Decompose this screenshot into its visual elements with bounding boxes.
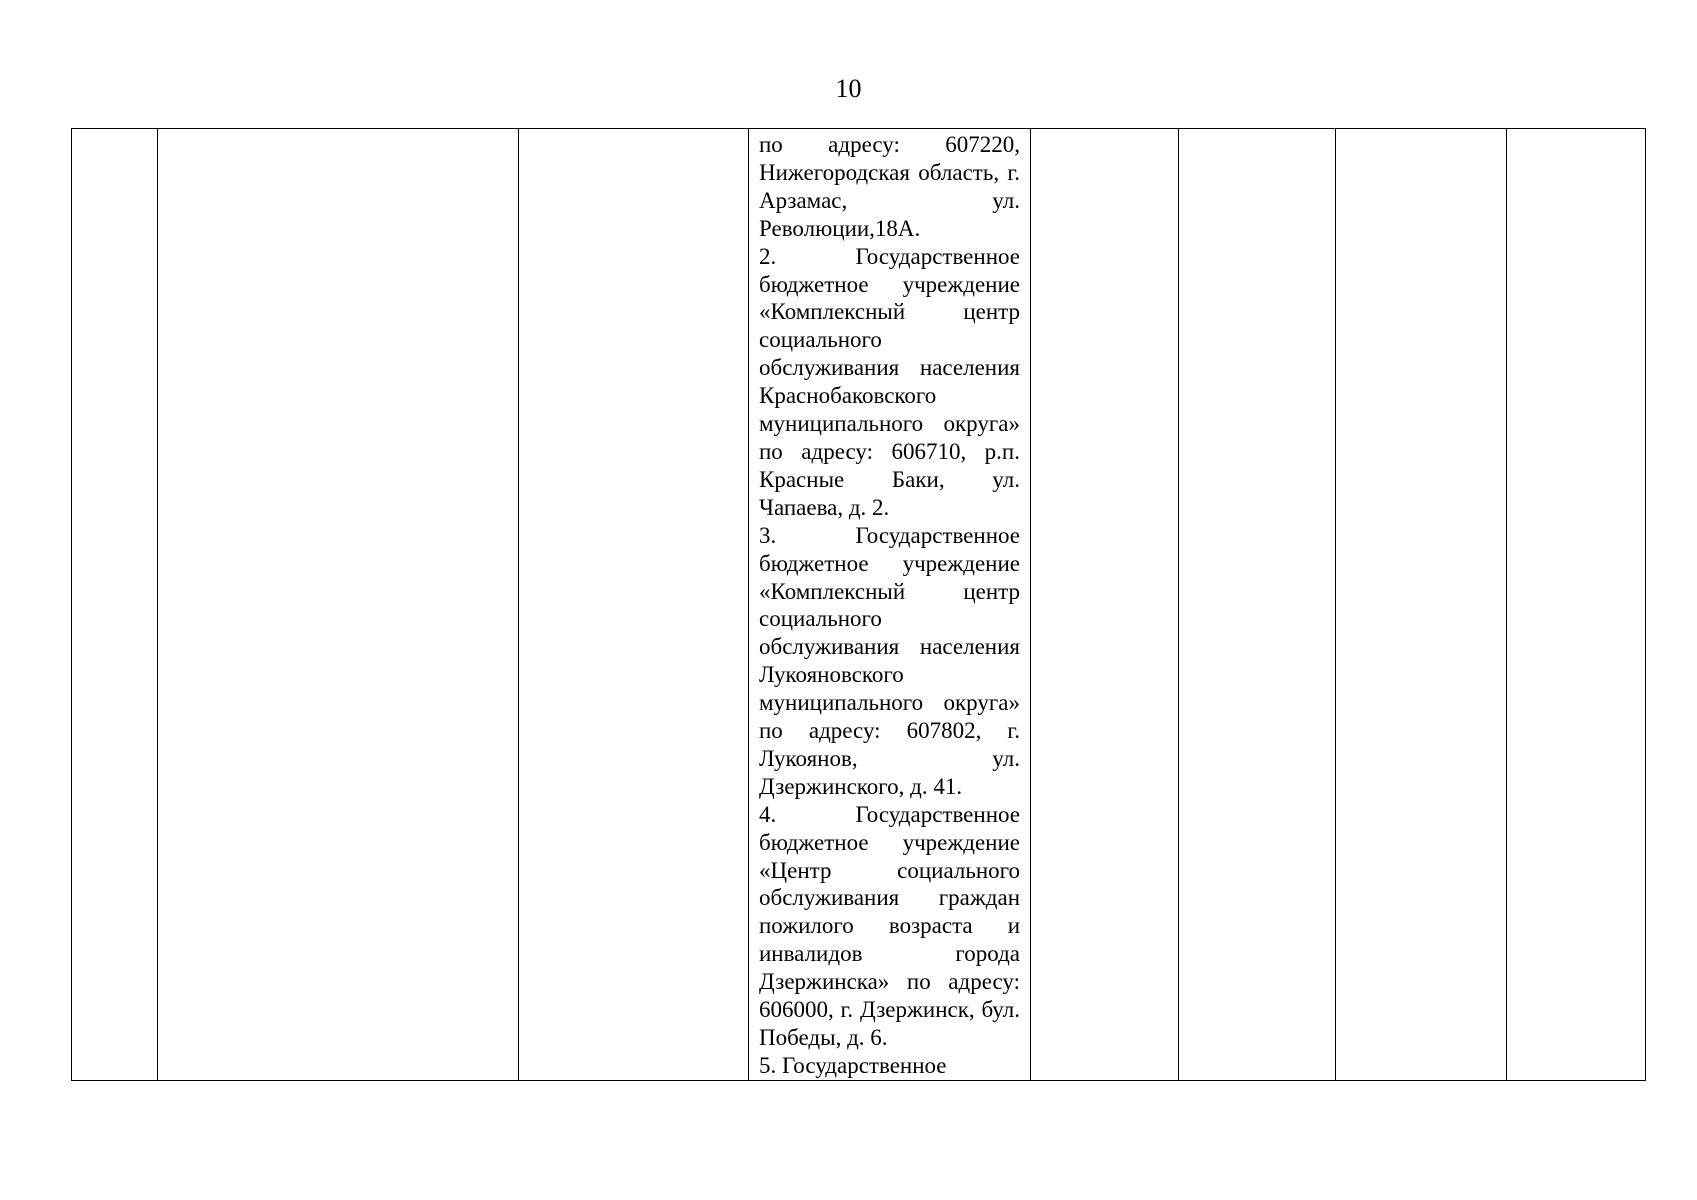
address-paragraph: 3. Государственное бюджетное учреждение «Комплексный центр социального обслуживания населения Лукояновского муниципального округа» по адресу: 607802, г. Лукоянов, ул. Дзержинского, д. 41. <box>759 522 1020 799</box>
address-paragraph: 4. Государственное бюджетное учреждение «Центр социального обслуживания граждан пожилого возраста и инвалидов города Дзержинска» по адресу: 606000, г. Дзержинск, бул. Победы, д. 6. <box>759 801 1020 1050</box>
table-row <box>72 129 1646 1081</box>
table-cell-col6 <box>1179 129 1336 1081</box>
table-cell-col1 <box>72 129 158 1081</box>
table-cell-col5 <box>1031 129 1179 1081</box>
addresses-text <box>749 129 1030 1080</box>
table-cell-col2 <box>158 129 519 1081</box>
address-paragraph: 5. Государственное <box>759 1052 947 1078</box>
address-paragraph: 2. Государственное бюджетное учреждение «Комплексный центр социального обслуживания населения Краснобаковского муниципального округа» по адресу: 606710, р.п. Красные Баки, ул. Чапаева, д. 2. <box>759 243 1020 520</box>
page-number: 10 <box>835 74 862 103</box>
table-cell-col8 <box>1507 129 1646 1081</box>
table-cell-col3 <box>519 129 749 1081</box>
table-cell-addresses <box>749 129 1031 1081</box>
address-paragraph: по адресу: 607220, Нижегородская область, г. Арзамас, ул. Революции,18А. <box>759 132 1020 241</box>
document-table <box>71 128 1646 1081</box>
table-cell-col7 <box>1336 129 1507 1081</box>
